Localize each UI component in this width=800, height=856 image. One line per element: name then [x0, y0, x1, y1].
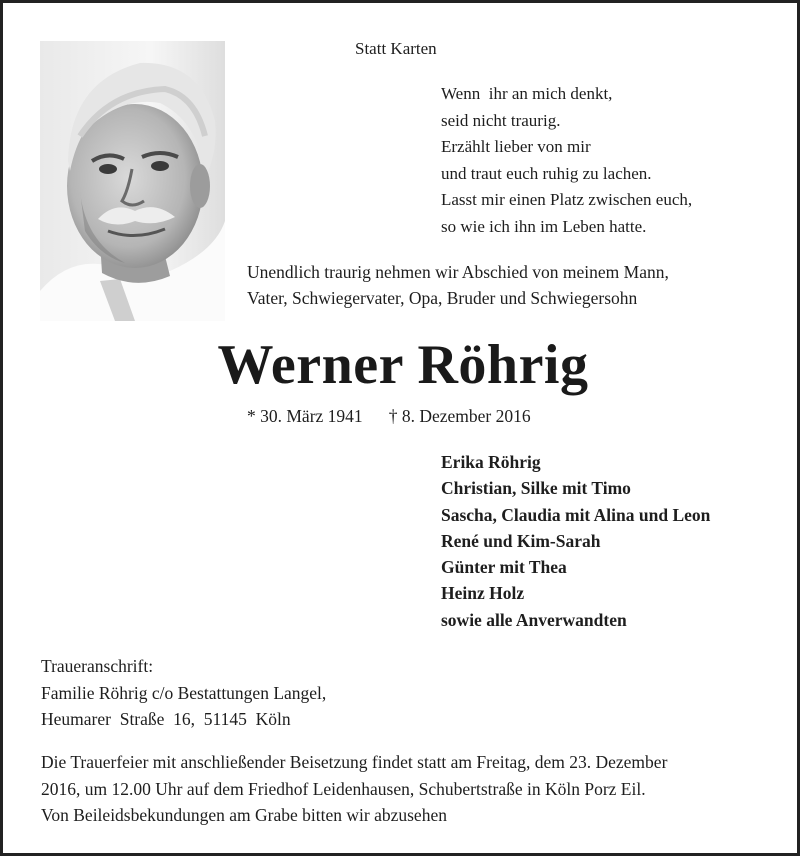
- statt-karten-header: Statt Karten: [355, 39, 437, 58]
- address-line: Heumarer Straße 16, 51145 Köln: [41, 709, 291, 729]
- deceased-name: Werner Röhrig: [217, 334, 589, 396]
- poem-line: seid nicht traurig.: [441, 110, 561, 130]
- portrait-photo: [40, 41, 225, 321]
- address-line: Familie Röhrig c/o Bestattungen Langel,: [41, 682, 327, 703]
- poem-line: Erzählt lieber von mir: [441, 137, 591, 156]
- mourner: Günter mit Thea: [441, 557, 567, 578]
- intro-text: [247, 259, 669, 311]
- portrait-image: [40, 41, 225, 321]
- mourner: René und Kim-Sarah: [441, 530, 601, 551]
- poem-line: Wenn ihr an mich denkt,: [441, 84, 613, 103]
- poem: [441, 81, 692, 240]
- poem-line: und traut euch ruhig zu lachen.: [441, 163, 652, 183]
- mourning-address: [41, 653, 326, 733]
- service-line: 2016, um 12.00 Uhr auf dem Friedhof Leidenhausen, Schubertstraße in Köln Porz Eil.: [41, 778, 646, 799]
- mourners-list: [441, 449, 710, 633]
- intro-line: Unendlich traurig nehmen wir Abschied von meinem Mann,: [247, 262, 669, 282]
- life-dates: [247, 406, 531, 427]
- mourner: Heinz Holz: [441, 583, 525, 604]
- mourner: Christian, Silke mit Timo: [441, 478, 631, 499]
- poem-line: so wie ich ihn im Leben hatte.: [441, 216, 647, 236]
- funeral-service-info: [41, 749, 667, 829]
- mourner: Sascha, Claudia mit Alina und Leon: [441, 504, 711, 525]
- service-line: Die Trauerfeier mit anschließender Beisetzung findet statt am Freitag, dem 23. Dezember: [41, 752, 668, 772]
- service-line: Von Beileidsbekundungen am Grabe bitten wir abzusehen: [41, 805, 447, 825]
- address-line: Traueranschrift:: [41, 656, 154, 676]
- death-date: † 8. Dezember 2016: [388, 406, 531, 426]
- mourner: sowie alle Anverwandten: [441, 609, 627, 630]
- mourner: Erika Röhrig: [441, 452, 541, 472]
- intro-line: Vater, Schwiegervater, Opa, Bruder und Schwiegersohn: [247, 288, 638, 308]
- poem-line: Lasst mir einen Platz zwischen euch,: [441, 190, 693, 209]
- birth-date: * 30. März 1941: [247, 406, 363, 426]
